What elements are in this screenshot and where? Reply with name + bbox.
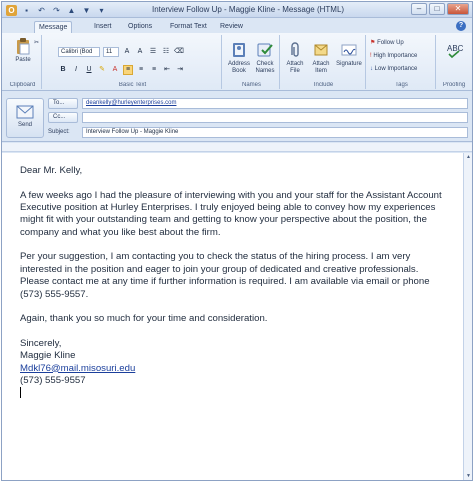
subject-label: Subject:	[48, 129, 70, 135]
check-names-button[interactable]	[252, 41, 278, 75]
paperclip-icon	[286, 41, 304, 59]
previous-item-icon[interactable]: ▲	[67, 5, 76, 15]
signature-button[interactable]	[336, 41, 362, 68]
font-row	[58, 47, 184, 57]
tab-insert[interactable]: Insert	[94, 23, 112, 30]
next-item-icon[interactable]: ▼	[82, 5, 91, 15]
tags-group	[368, 35, 436, 89]
numbering-icon[interactable]: ☷	[162, 48, 170, 55]
to-address: deankelly@hurleyenterprises.com	[86, 100, 177, 106]
vertical-scrollbar[interactable]	[463, 153, 472, 480]
message-window	[1, 1, 473, 481]
names-group	[224, 35, 280, 89]
scroll-down-icon[interactable]: ▼	[466, 473, 471, 479]
clipboard-group	[4, 35, 42, 89]
include-group	[282, 35, 366, 89]
customize-toolbar-icon[interactable]: ▾	[99, 5, 104, 15]
text-cursor	[20, 387, 448, 400]
bold-button[interactable]: B	[60, 66, 66, 73]
body-paragraph-2: Per your suggestion, I am contacting you to check the status of the hiring process. I am very interested in the position and eager to join your group of dedicated and creative professionals. Please contact me at any time if further information is required. I am available via email or phone (573) 555-9557.	[20, 251, 430, 300]
down-arrow-icon: ↓	[370, 66, 373, 72]
message-body[interactable]	[2, 153, 472, 480]
paste-icon	[14, 37, 32, 55]
tab-options[interactable]: Options	[128, 23, 153, 30]
exclamation-icon: !	[370, 53, 372, 59]
sender-email-link[interactable]: Mdkl76@mail.misosuri.edu	[20, 362, 136, 374]
tab-format-text[interactable]: Format Text	[170, 23, 207, 30]
names-group-label: Names	[241, 82, 261, 88]
signature-icon	[340, 41, 358, 59]
align-left-icon[interactable]: ≡	[123, 65, 133, 75]
attach-item-button[interactable]	[308, 41, 334, 75]
grow-font-icon[interactable]: A	[124, 48, 130, 55]
address-book-label: Address Book	[227, 61, 250, 74]
bullets-icon[interactable]: ☰	[149, 48, 157, 55]
check-names-label: Check Names	[255, 61, 275, 74]
cut-icon[interactable]: ✂	[34, 40, 40, 46]
address-book-icon	[230, 41, 248, 59]
signature-label: Signature	[336, 61, 362, 67]
undo-icon[interactable]: ↶	[38, 5, 45, 15]
font-name-select[interactable]: Calibri (Bod	[58, 47, 100, 57]
include-group-label: Include	[313, 82, 334, 88]
italic-button[interactable]: I	[75, 66, 77, 73]
send-label: Send	[17, 122, 32, 128]
tab-review[interactable]: Review	[220, 23, 243, 30]
paste-label: Paste	[15, 57, 31, 63]
svg-text:ABC: ABC	[447, 44, 463, 53]
attach-file-button[interactable]	[282, 41, 308, 75]
high-importance-button[interactable]	[370, 52, 417, 61]
ribbon-tabs	[2, 19, 472, 33]
style-row	[58, 65, 185, 75]
redo-icon[interactable]: ↷	[53, 5, 60, 15]
align-center-icon[interactable]: ≡	[138, 66, 144, 73]
shrink-font-icon[interactable]: A	[137, 48, 143, 55]
body-paragraph-3: Again, thank you so much for your time and consideration.	[20, 313, 268, 325]
increase-indent-icon[interactable]: ⇥	[177, 66, 183, 73]
closing: Sincerely,	[20, 337, 62, 349]
sender-phone: (573) 555-9557	[20, 375, 86, 387]
highlight-icon[interactable]: ✎	[99, 66, 105, 73]
clear-formatting-icon[interactable]: ⌫	[174, 48, 184, 55]
window-controls	[411, 3, 469, 15]
cc-field[interactable]	[82, 112, 468, 123]
maximize-button[interactable]: □	[429, 3, 445, 15]
body-text[interactable]	[20, 165, 448, 401]
to-button[interactable]: To...	[48, 98, 78, 109]
scroll-up-icon[interactable]: ▲	[466, 154, 471, 160]
minimize-button[interactable]: –	[411, 3, 427, 15]
save-icon[interactable]: ▪	[25, 5, 28, 15]
quick-access-toolbar	[6, 4, 107, 16]
tab-message[interactable]: Message	[34, 21, 72, 33]
subject-field[interactable]: Interview Follow Up - Maggie Kline	[82, 127, 468, 138]
attach-item-icon	[312, 41, 330, 59]
tags-group-label: Tags	[395, 82, 408, 88]
cc-button[interactable]: Cc...	[48, 112, 78, 123]
message-header	[2, 92, 472, 142]
low-importance-label: Low Importance	[374, 66, 418, 72]
paste-button[interactable]	[10, 37, 36, 64]
align-right-icon[interactable]: ≡	[151, 66, 157, 73]
title-bar	[2, 2, 472, 18]
follow-up-button[interactable]	[370, 39, 404, 48]
underline-button[interactable]: U	[86, 66, 92, 73]
body-paragraph-1: A few weeks ago I had the pleasure of interviewing with you and your staff for the Assistant Account Executive position at Hurley Enterprises. I truly enjoyed being able to convey how my experiences might fit with your outstanding team and getting to know your perspective about the position, the company and what you like best about the firm.	[20, 189, 442, 238]
check-names-icon	[256, 41, 274, 59]
attach-file-label: Attach File	[286, 61, 304, 74]
low-importance-button[interactable]	[370, 65, 417, 74]
address-book-button[interactable]	[226, 41, 252, 75]
basic-text-group-label: Basic Text	[118, 82, 147, 88]
attach-item-label: Attach Item	[312, 61, 330, 74]
ruler[interactable]	[2, 143, 472, 152]
spelling-button[interactable]	[441, 41, 467, 61]
send-button[interactable]	[6, 98, 44, 138]
flag-icon: ⚑	[370, 40, 376, 46]
to-field[interactable]	[82, 98, 468, 109]
office-button-icon[interactable]: O	[6, 5, 17, 16]
sender-name: Maggie Kline	[20, 350, 76, 362]
ribbon	[2, 33, 472, 91]
close-button[interactable]: ✕	[447, 3, 469, 15]
clipboard-group-label: Clipboard	[9, 82, 36, 88]
follow-up-label: Follow Up	[377, 40, 404, 46]
salutation: Dear Mr. Kelly,	[20, 165, 83, 176]
spelling-icon	[445, 41, 463, 59]
high-importance-label: High Importance	[373, 53, 418, 59]
font-color-icon[interactable]: A	[112, 66, 118, 73]
window-title: Interview Follow Up - Maggie Kline - Message (HTML)	[152, 5, 345, 14]
proofing-group	[438, 35, 470, 89]
font-size-select[interactable]: 11	[103, 47, 119, 57]
help-icon[interactable]: ?	[456, 21, 466, 31]
basic-text-group	[44, 35, 222, 89]
send-envelope-icon	[16, 105, 34, 119]
proofing-group-label: Proofing	[442, 82, 466, 88]
decrease-indent-icon[interactable]: ⇤	[164, 66, 170, 73]
